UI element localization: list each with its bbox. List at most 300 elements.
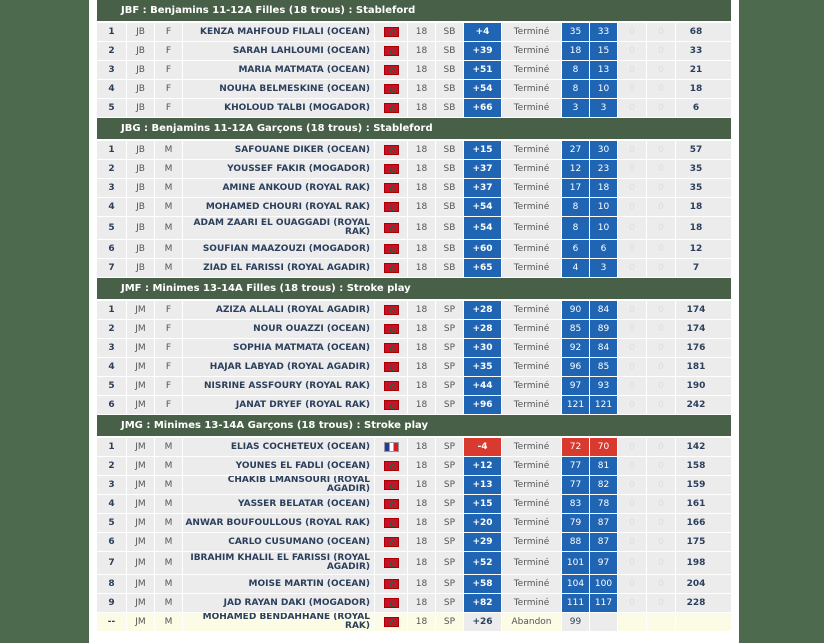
score-to-par: +60 (464, 240, 502, 258)
round-2-score: 10 (590, 80, 618, 98)
score-to-par: +20 (464, 514, 502, 532)
sex-cell: M (155, 457, 183, 475)
sex-cell: M (155, 259, 183, 277)
round-4-score: 0 (647, 179, 676, 197)
category-cell: JB (127, 80, 155, 98)
round-4-score: 0 (647, 217, 676, 239)
round-4-score: 0 (647, 396, 676, 414)
sex-cell: M (155, 438, 183, 456)
total-score: 161 (686, 499, 706, 509)
position-cell: 2 (97, 457, 127, 475)
score-to-par: +44 (464, 377, 502, 395)
position-cell: 3 (97, 339, 127, 357)
format-cell: SB (436, 80, 464, 98)
sex-cell: M (155, 594, 183, 612)
flag-cell (375, 141, 408, 159)
format-cell: SP (436, 514, 464, 532)
flag-cell (375, 594, 408, 612)
flag-cell (375, 457, 408, 475)
holes-cell: 18 (408, 61, 436, 79)
round-1-score: 77 (562, 457, 590, 475)
format-cell: SB (436, 42, 464, 60)
player-name[interactable]: SOUFIAN MAAZOUZI (MOGADOR) (183, 240, 375, 258)
format-cell: SB (436, 99, 464, 117)
status-cell: Terminé (502, 514, 562, 532)
score-to-par: +15 (464, 495, 502, 513)
holes-cell: 18 (408, 240, 436, 258)
round-3-score: 0 (618, 377, 647, 395)
morocco-flag-icon (384, 381, 399, 391)
result-row[interactable] (97, 613, 731, 631)
holes-cell: 18 (408, 23, 436, 41)
round-2-score: 84 (590, 301, 618, 319)
sex-cell: F (155, 377, 183, 395)
round-3-score: 0 (618, 61, 647, 79)
score-to-par: +65 (464, 259, 502, 277)
flag-cell (375, 320, 408, 338)
flag-cell (375, 575, 408, 593)
sex-cell: F (155, 358, 183, 376)
player-name[interactable]: YOUNES EL FADLI (OCEAN) (183, 457, 375, 475)
total-score: 228 (686, 598, 706, 608)
category-cell: JB (127, 42, 155, 60)
round-2-score: 82 (590, 476, 618, 494)
sex-cell: F (155, 320, 183, 338)
player-name[interactable]: YOUSSEF FAKIR (MOGADOR) (183, 160, 375, 178)
round-1-score: 72 (562, 438, 590, 456)
morocco-flag-icon (384, 537, 399, 547)
flag-cell (375, 240, 408, 258)
round-1-score: 79 (562, 514, 590, 532)
morocco-flag-icon (384, 343, 399, 353)
result-row[interactable] (97, 61, 731, 79)
category-cell: JB (127, 179, 155, 197)
round-2-score: 70 (590, 438, 618, 456)
morocco-flag-icon (384, 400, 399, 410)
morocco-flag-icon (384, 145, 399, 155)
results-page (89, 0, 739, 643)
morocco-flag-icon (384, 27, 399, 37)
round-1-score: 8 (562, 80, 590, 98)
round-4-score: 0 (647, 552, 676, 574)
morocco-flag-icon (384, 461, 399, 471)
round-3-score: 0 (618, 320, 647, 338)
round-2-score: 15 (590, 42, 618, 60)
round-1-score: 90 (562, 301, 590, 319)
position-cell: 7 (97, 552, 127, 574)
player-name[interactable]: MARIA MATMATA (OCEAN) (183, 61, 375, 79)
flag-cell (375, 377, 408, 395)
flag-cell (375, 198, 408, 216)
morocco-flag-icon (384, 558, 399, 568)
player-name[interactable]: MOHAMED BENDAHHANE (ROYAL RAK) (183, 613, 375, 631)
total-score: 35 (689, 164, 703, 174)
round-2-score: 30 (590, 141, 618, 159)
round-3-score: 0 (618, 160, 647, 178)
total-score: 174 (686, 324, 706, 334)
round-2-score: 93 (590, 377, 618, 395)
player-name[interactable]: ADAM ZAARI EL OUAGGADI (ROYAL RAK) (183, 217, 375, 239)
result-row[interactable] (97, 438, 731, 456)
round-2-score: 117 (590, 594, 618, 612)
morocco-flag-icon (384, 480, 399, 490)
flag-cell (375, 358, 408, 376)
round-3-score: 0 (618, 514, 647, 532)
flag-cell (375, 42, 408, 60)
result-row[interactable] (97, 320, 731, 338)
holes-cell: 18 (408, 533, 436, 551)
position-cell: -- (97, 613, 127, 631)
total-score: 176 (686, 343, 706, 353)
player-name[interactable]: ANWAR BOUFOULLOUS (ROYAL RAK) (183, 514, 375, 532)
status-cell: Terminé (502, 99, 562, 117)
flag-cell (375, 476, 408, 494)
sex-cell: M (155, 495, 183, 513)
holes-cell: 18 (408, 552, 436, 574)
category-cell: JM (127, 495, 155, 513)
round-2-score: 10 (590, 217, 618, 239)
category-cell: JM (127, 339, 155, 357)
result-row[interactable] (97, 358, 731, 376)
status-cell: Terminé (502, 396, 562, 414)
result-row[interactable] (97, 339, 731, 357)
player-name[interactable]: SAFOUANE DIKER (OCEAN) (183, 141, 375, 159)
player-name[interactable]: NISRINE ASSFOURY (ROYAL RAK) (183, 377, 375, 395)
position-cell: 7 (97, 259, 127, 277)
format-cell: SP (436, 594, 464, 612)
sex-cell: M (155, 514, 183, 532)
morocco-flag-icon (384, 617, 399, 627)
round-4-score: 0 (647, 160, 676, 178)
position-cell: 5 (97, 514, 127, 532)
morocco-flag-icon (384, 362, 399, 372)
result-row[interactable] (97, 99, 731, 117)
score-to-par: +4 (464, 23, 502, 41)
category-cell: JM (127, 552, 155, 574)
status-cell: Terminé (502, 533, 562, 551)
result-row[interactable] (97, 377, 731, 395)
result-row[interactable] (97, 80, 731, 98)
round-2-score: 121 (590, 396, 618, 414)
status-cell: Terminé (502, 141, 562, 159)
round-3-score: 0 (618, 533, 647, 551)
player-name[interactable]: SOPHIA MATMATA (OCEAN) (183, 339, 375, 357)
holes-cell: 18 (408, 320, 436, 338)
position-cell: 4 (97, 495, 127, 513)
category-cell: JM (127, 594, 155, 612)
round-3-score: 0 (618, 198, 647, 216)
sex-cell: F (155, 80, 183, 98)
holes-cell: 18 (408, 613, 436, 631)
player-name[interactable]: CHAKIB LMANSOURI (ROYAL AGADIR) (183, 476, 375, 494)
score-to-par: +35 (464, 358, 502, 376)
holes-cell: 18 (408, 575, 436, 593)
result-row[interactable] (97, 259, 731, 277)
format-cell: SB (436, 179, 464, 197)
total-score: 6 (692, 103, 700, 113)
category-cell: JM (127, 613, 155, 631)
total-score: 190 (686, 381, 706, 391)
round-2-score: 87 (590, 514, 618, 532)
position-cell: 5 (97, 217, 127, 239)
sex-cell: F (155, 99, 183, 117)
player-name[interactable]: HAJAR LABYAD (ROYAL AGADIR) (183, 358, 375, 376)
category-cell: JB (127, 61, 155, 79)
format-cell: SP (436, 552, 464, 574)
round-3-score: 0 (618, 217, 647, 239)
format-cell: SB (436, 61, 464, 79)
result-row[interactable] (97, 396, 731, 414)
round-3-score: 0 (618, 594, 647, 612)
round-4-score: 0 (647, 495, 676, 513)
format-cell: SP (436, 495, 464, 513)
result-row[interactable] (97, 141, 731, 159)
category-cell: JM (127, 320, 155, 338)
player-name[interactable]: KHOLOUD TALBI (MOGADOR) (183, 99, 375, 117)
player-name[interactable]: ELIAS COCHETEUX (OCEAN) (183, 438, 375, 456)
round-2-score: 81 (590, 457, 618, 475)
morocco-flag-icon (384, 223, 399, 233)
round-4-score: 0 (647, 339, 676, 357)
morocco-flag-icon (384, 499, 399, 509)
round-2-score: 89 (590, 320, 618, 338)
result-row[interactable] (97, 240, 731, 258)
morocco-flag-icon (384, 164, 399, 174)
round-2-score: 6 (590, 240, 618, 258)
position-cell: 9 (97, 594, 127, 612)
player-name[interactable]: YASSER BELATAR (OCEAN) (183, 495, 375, 513)
morocco-flag-icon (384, 598, 399, 608)
player-name[interactable]: IBRAHIM KHALIL EL FARISSI (ROYAL AGADIR) (183, 552, 375, 574)
result-row[interactable] (97, 495, 731, 513)
result-row[interactable] (97, 476, 731, 494)
format-cell: SP (436, 339, 464, 357)
round-1-score: 92 (562, 339, 590, 357)
status-cell: Terminé (502, 495, 562, 513)
round-4-score: 0 (647, 240, 676, 258)
morocco-flag-icon (384, 65, 399, 75)
player-name[interactable]: JAD RAYAN DAKI (MOGADOR) (183, 594, 375, 612)
result-row[interactable] (97, 160, 731, 178)
score-to-par: +29 (464, 533, 502, 551)
flag-cell (375, 61, 408, 79)
score-to-par: -4 (464, 438, 502, 456)
score-to-par: +54 (464, 80, 502, 98)
format-cell: SB (436, 141, 464, 159)
round-2-score (590, 613, 618, 631)
category-cell: JB (127, 99, 155, 117)
category-cell: JM (127, 457, 155, 475)
format-cell: SB (436, 23, 464, 41)
player-name[interactable]: NOUHA BELMESKINE (OCEAN) (183, 80, 375, 98)
result-row[interactable] (97, 198, 731, 216)
round-1-score: 6 (562, 240, 590, 258)
round-3-score: 0 (618, 80, 647, 98)
result-row[interactable] (97, 594, 731, 612)
sex-cell: F (155, 23, 183, 41)
player-name[interactable]: MOHAMED CHOURI (ROYAL RAK) (183, 198, 375, 216)
round-2-score: 84 (590, 339, 618, 357)
round-4-score: 0 (647, 358, 676, 376)
flag-cell (375, 179, 408, 197)
total-score: 242 (686, 400, 706, 410)
player-name[interactable]: JANAT DRYEF (ROYAL RAK) (183, 396, 375, 414)
sex-cell: M (155, 160, 183, 178)
category-cell: JM (127, 301, 155, 319)
round-4-score: 0 (647, 533, 676, 551)
round-2-score: 100 (590, 575, 618, 593)
holes-cell: 18 (408, 42, 436, 60)
format-cell: SP (436, 320, 464, 338)
morocco-flag-icon (384, 202, 399, 212)
status-cell: Terminé (502, 320, 562, 338)
player-name[interactable]: AZIZA ALLALI (ROYAL AGADIR) (183, 301, 375, 319)
player-name[interactable]: NOUR OUAZZI (OCEAN) (183, 320, 375, 338)
round-3-score: 0 (618, 240, 647, 258)
round-4-score: 0 (647, 320, 676, 338)
format-cell: SP (436, 377, 464, 395)
flag-cell (375, 495, 408, 513)
score-to-par: +15 (464, 141, 502, 159)
round-4-score: 0 (647, 575, 676, 593)
round-3-score: 0 (618, 301, 647, 319)
sex-cell: M (155, 533, 183, 551)
total-score: 204 (686, 579, 706, 589)
score-to-par: +39 (464, 42, 502, 60)
total-score: 142 (686, 442, 706, 452)
format-cell: SP (436, 358, 464, 376)
holes-cell: 18 (408, 514, 436, 532)
section-header: JBF : Benjamins 11-12A Filles (18 trous) : Stableford (97, 0, 731, 23)
round-3-score: 0 (618, 23, 647, 41)
holes-cell: 18 (408, 179, 436, 197)
morocco-flag-icon (384, 305, 399, 315)
holes-cell: 18 (408, 259, 436, 277)
status-cell: Terminé (502, 476, 562, 494)
flag-cell (375, 396, 408, 414)
sex-cell: M (155, 240, 183, 258)
player-name[interactable]: CARLO CUSUMANO (OCEAN) (183, 533, 375, 551)
result-row[interactable] (97, 457, 731, 475)
status-cell: Terminé (502, 160, 562, 178)
format-cell: SB (436, 198, 464, 216)
position-cell: 4 (97, 358, 127, 376)
result-row[interactable] (97, 533, 731, 551)
round-2-score: 18 (590, 179, 618, 197)
flag-cell (375, 613, 408, 631)
result-row[interactable] (97, 301, 731, 319)
total-score: 33 (689, 46, 703, 56)
result-row[interactable] (97, 42, 731, 60)
flag-cell (375, 99, 408, 117)
section-header: JMF : Minimes 13-14A Filles (18 trous) : Stroke play (97, 278, 731, 301)
round-4-score (647, 613, 676, 631)
holes-cell: 18 (408, 377, 436, 395)
score-to-par: +28 (464, 320, 502, 338)
category-cell: JM (127, 438, 155, 456)
score-to-par: +26 (464, 613, 502, 631)
morocco-flag-icon (384, 84, 399, 94)
round-3-score: 0 (618, 495, 647, 513)
result-row[interactable] (97, 23, 731, 41)
flag-cell (375, 514, 408, 532)
total-score: 159 (686, 480, 706, 490)
sex-cell: F (155, 301, 183, 319)
round-1-score: 77 (562, 476, 590, 494)
result-row[interactable] (97, 179, 731, 197)
result-row[interactable] (97, 217, 731, 239)
round-3-score: 0 (618, 575, 647, 593)
format-cell: SP (436, 533, 464, 551)
round-1-score: 8 (562, 217, 590, 239)
format-cell: SP (436, 438, 464, 456)
holes-cell: 18 (408, 476, 436, 494)
result-row[interactable] (97, 514, 731, 532)
score-to-par: +51 (464, 61, 502, 79)
position-cell: 2 (97, 160, 127, 178)
player-name[interactable]: KENZA MAHFOUD FILALI (OCEAN) (183, 23, 375, 41)
total-score: 68 (689, 27, 703, 37)
position-cell: 6 (97, 240, 127, 258)
round-2-score: 33 (590, 23, 618, 41)
round-1-score: 104 (562, 575, 590, 593)
score-to-par: +12 (464, 457, 502, 475)
total-score: 18 (689, 84, 703, 94)
category-cell: JB (127, 160, 155, 178)
round-4-score: 0 (647, 80, 676, 98)
flag-cell (375, 23, 408, 41)
status-cell: Terminé (502, 23, 562, 41)
status-cell: Abandon (502, 613, 562, 631)
format-cell: SP (436, 396, 464, 414)
round-4-score: 0 (647, 301, 676, 319)
player-name[interactable]: ZIAD EL FARISSI (ROYAL AGADIR) (183, 259, 375, 277)
sex-cell: F (155, 42, 183, 60)
round-2-score: 3 (590, 99, 618, 117)
total-score: 21 (689, 65, 703, 75)
format-cell: SP (436, 457, 464, 475)
score-to-par: +13 (464, 476, 502, 494)
position-cell: 3 (97, 476, 127, 494)
category-cell: JM (127, 533, 155, 551)
category-cell: JM (127, 377, 155, 395)
round-1-score: 18 (562, 42, 590, 60)
round-3-score: 0 (618, 396, 647, 414)
result-row[interactable] (97, 575, 731, 593)
format-cell: SP (436, 476, 464, 494)
morocco-flag-icon (384, 46, 399, 56)
round-1-score: 4 (562, 259, 590, 277)
player-name[interactable]: AMINE ANKOUD (ROYAL RAK) (183, 179, 375, 197)
player-name[interactable]: SARAH LAHLOUMI (OCEAN) (183, 42, 375, 60)
player-name[interactable]: MOISE MARTIN (OCEAN) (183, 575, 375, 593)
round-1-score: 27 (562, 141, 590, 159)
category-cell: JM (127, 575, 155, 593)
result-row[interactable] (97, 552, 731, 574)
round-3-score: 0 (618, 99, 647, 117)
sex-cell: M (155, 179, 183, 197)
flag-cell (375, 339, 408, 357)
format-cell: SP (436, 301, 464, 319)
round-2-score: 85 (590, 358, 618, 376)
holes-cell: 18 (408, 198, 436, 216)
status-cell: Terminé (502, 217, 562, 239)
round-1-score: 83 (562, 495, 590, 513)
sex-cell: M (155, 575, 183, 593)
round-2-score: 78 (590, 495, 618, 513)
status-cell: Terminé (502, 457, 562, 475)
position-cell: 4 (97, 80, 127, 98)
